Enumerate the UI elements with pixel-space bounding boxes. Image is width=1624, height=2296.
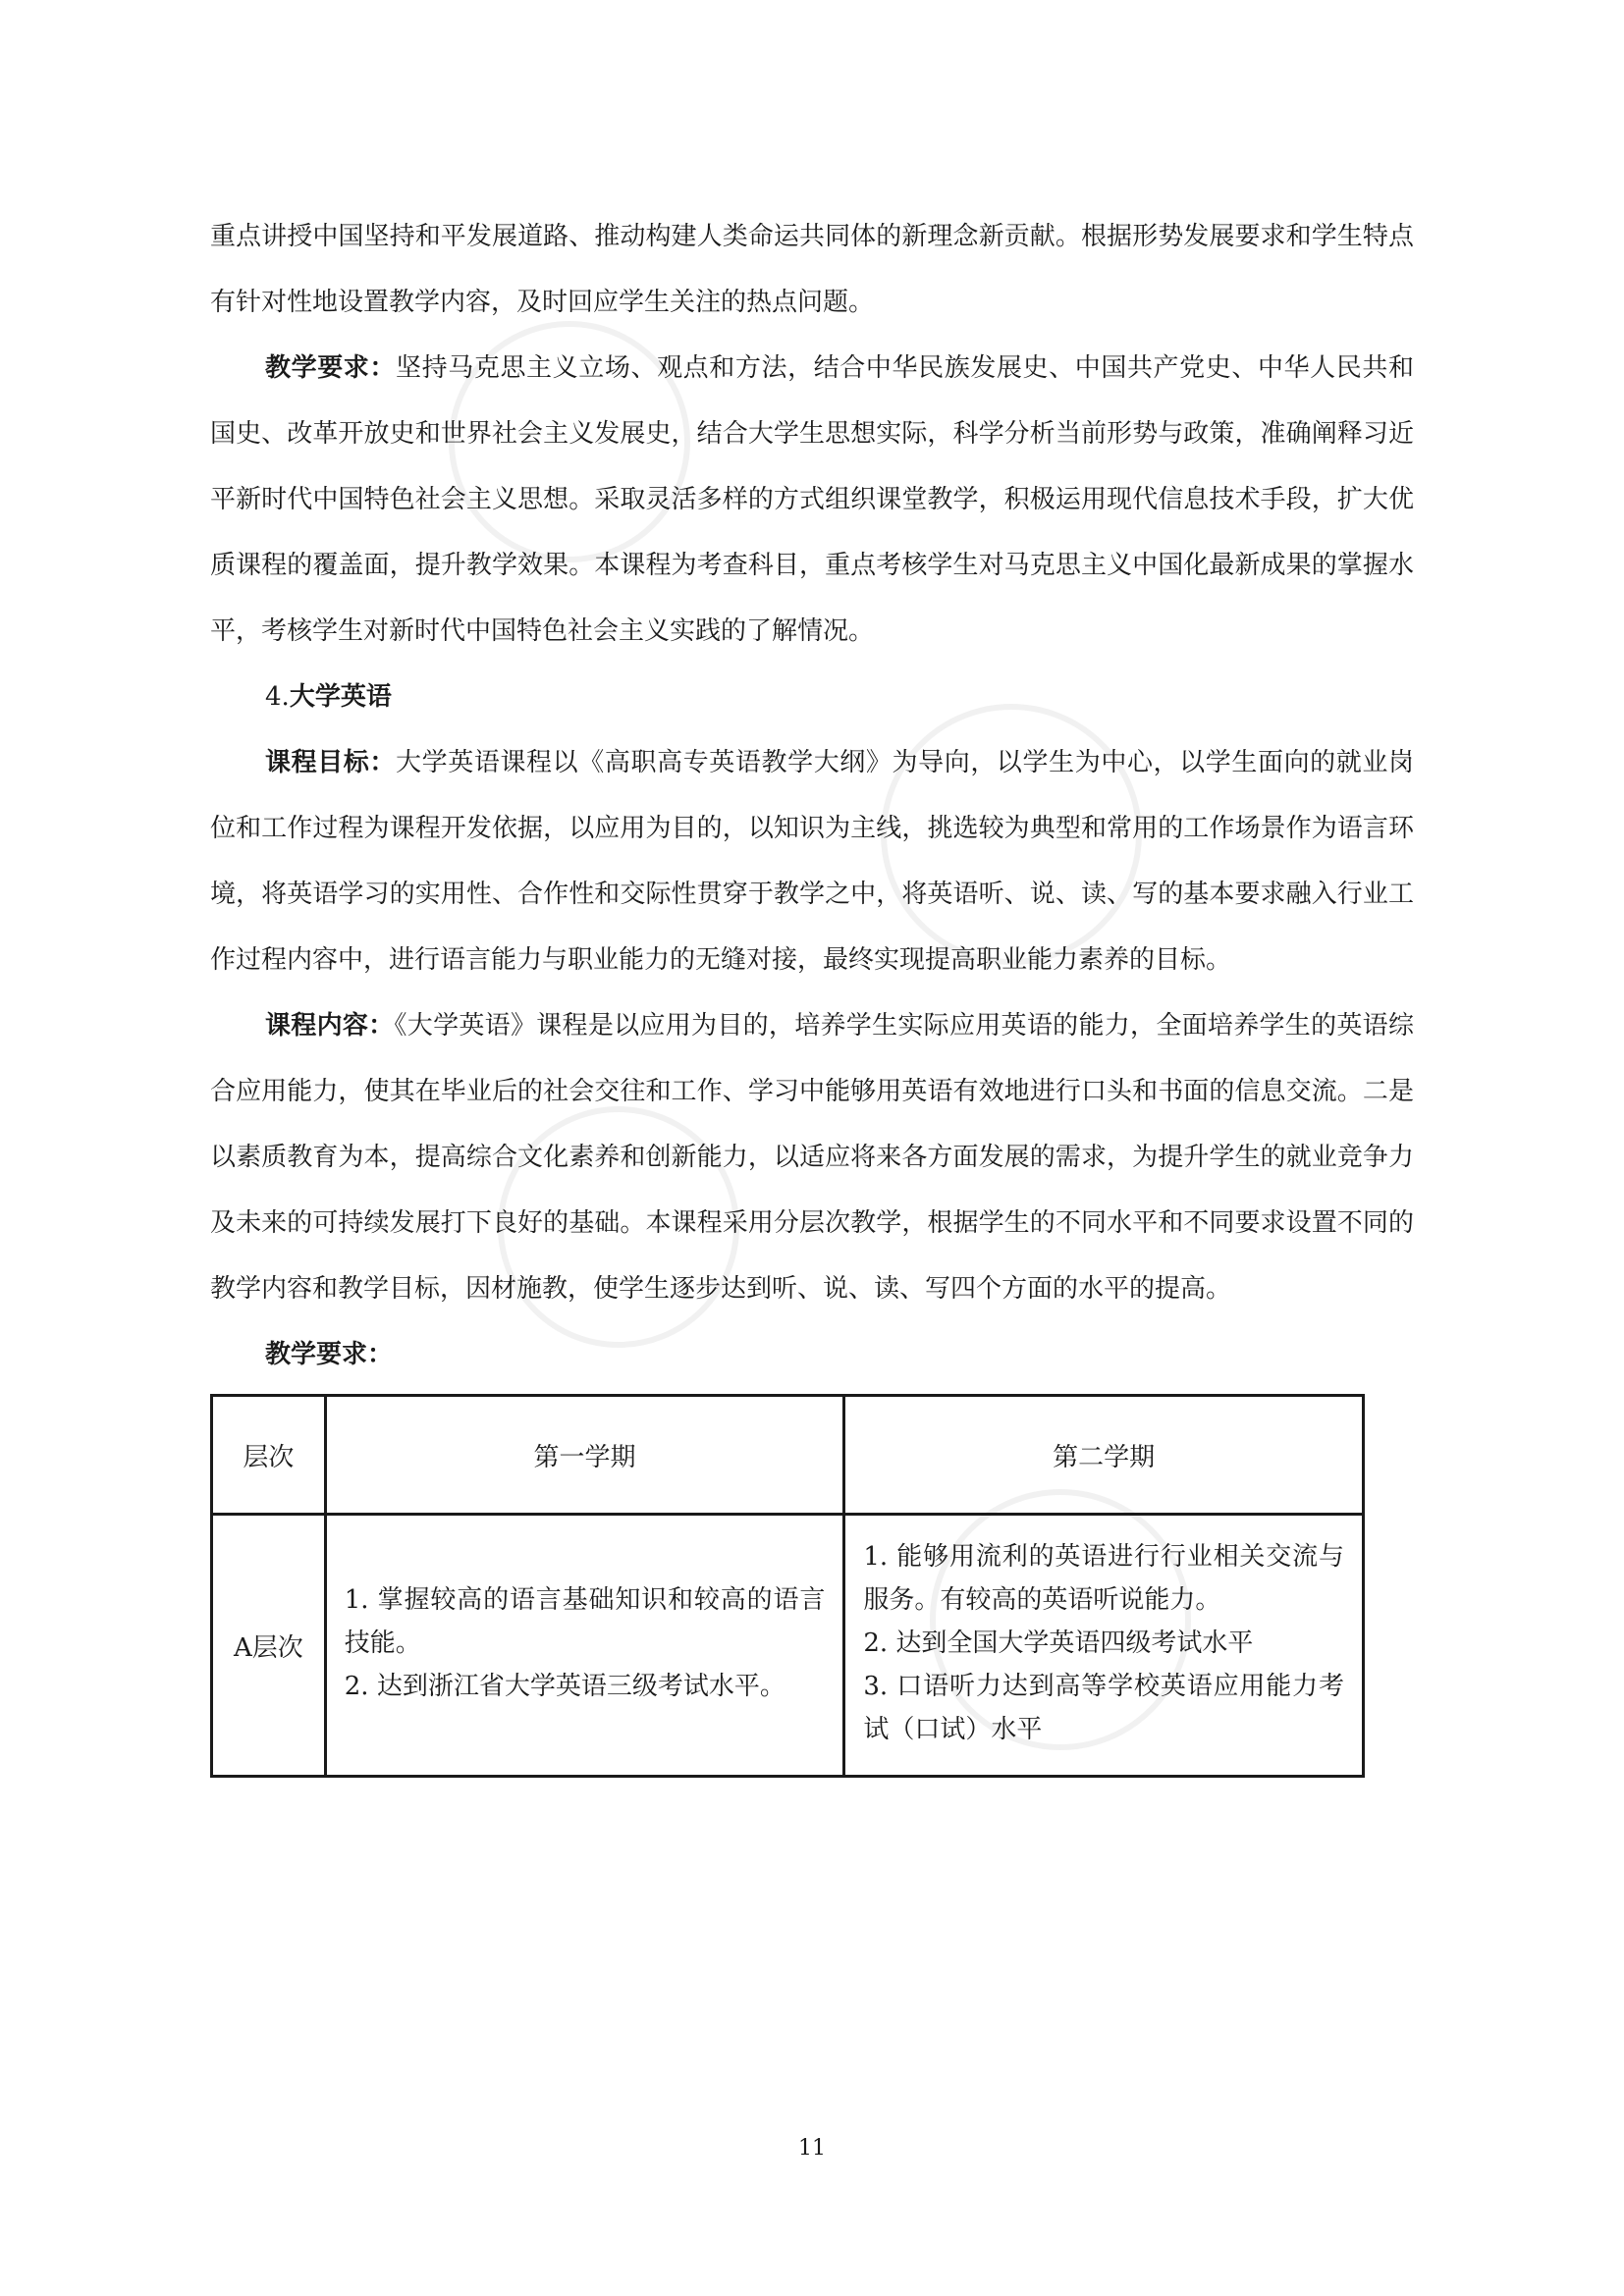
second-semester-item: 1. 能够用流利的英语进行行业相关交流与服务。有较高的英语听说能力。 bbox=[863, 1542, 1344, 1615]
teaching-requirements-label: 教学要求： bbox=[265, 353, 397, 383]
teaching-requirements-text: 坚持马克思主义立场、观点和方法，结合中华民族发展史、中国共产党史、中华人民共和国史、改革开放史和世界社会主义发展史，结合大学生思想实际，科学分析当前形势与政策，准确阐释习近平新时代中国特色社会主义思想。采取灵活多样的方式组织课堂教学，积极运用现代信息技术手段，扩大优质课程的覆盖面，提升教学效果。本课程为考查科目，重点考核学生对马克思主义中国化最新成果的掌握水平，考核学生对新时代中国特色社会主义实践的了解情况。 bbox=[210, 353, 1414, 646]
course-content-text: 《大学英语》课程是以应用为目的，培养学生实际应用英语的能力，全面培养学生的英语综合应用能力，使其在毕业后的社会交往和工作、学习中能够用英语有效地进行口头和书面的信息交流。二是以素质教育为本，提高综合文化素养和创新能力，以适应将来各方面发展的需求，为提升学生的就业竞争力及未来的可持续发展打下良好的基础。本课程采用分层次教学，根据学生的不同水平和不同要求设置不同的教学内容和教学目标，因材施教，使学生逐步达到听、说、读、写四个方面的水平的提高。 bbox=[210, 1011, 1414, 1304]
second-semester-cell bbox=[844, 1515, 1364, 1777]
level-cell-a: A层次 bbox=[212, 1515, 326, 1777]
page-body bbox=[210, 204, 1414, 1778]
second-semester-item: 2. 达到全国大学英语四级考试水平 bbox=[863, 1629, 1254, 1658]
first-semester-item: 1. 掌握较高的语言基础知识和较高的语言技能。 bbox=[344, 1585, 826, 1658]
header-second-semester: 第二学期 bbox=[844, 1396, 1364, 1515]
header-first-semester: 第一学期 bbox=[325, 1396, 844, 1515]
second-semester-item: 3. 口语听力达到高等学校英语应用能力考试（口试）水平 bbox=[863, 1672, 1344, 1744]
paragraph-teaching-requirements-politics bbox=[210, 336, 1414, 665]
teaching-requirements-table bbox=[210, 1394, 1365, 1778]
course-goal-label: 课程目标： bbox=[265, 748, 397, 777]
header-level: 层次 bbox=[212, 1396, 326, 1515]
course-content-label: 课程内容： bbox=[265, 1011, 395, 1041]
table-header-row bbox=[212, 1396, 1364, 1515]
first-semester-item: 2. 达到浙江省大学英语三级考试水平。 bbox=[344, 1672, 785, 1701]
table-row bbox=[212, 1515, 1364, 1777]
section-heading-college-english bbox=[210, 665, 1414, 730]
teaching-requirements-table-heading: 教学要求： bbox=[265, 1340, 394, 1369]
paragraph-course-content bbox=[210, 993, 1414, 1322]
first-semester-cell bbox=[325, 1515, 844, 1777]
section-number: 4. bbox=[265, 682, 290, 712]
course-goal-text: 大学英语课程以《高职高专英语教学大纲》为导向，以学生为中心，以学生面向的就业岗位和工作过程为课程开发依据，以应用为目的，以知识为主线，挑选较为典型和常用的工作场景作为语言环境，将英语学习的实用性、合作性和交际性贯穿于教学之中，将英语听、说、读、写的基本要求融入行业工作过程内容中，进行语言能力与职业能力的无缝对接，最终实现提高职业能力素养的目标。 bbox=[210, 748, 1414, 975]
page-number: 11 bbox=[798, 2136, 826, 2161]
paragraph-peace-development: 重点讲授中国坚持和平发展道路、推动构建人类命运共同体的新理念新贡献。根据形势发展要求和学生特点有针对性地设置教学内容，及时回应学生关注的热点问题。 bbox=[210, 222, 1414, 317]
paragraph-course-goal bbox=[210, 730, 1414, 993]
section-title: 大学英语 bbox=[289, 682, 392, 712]
